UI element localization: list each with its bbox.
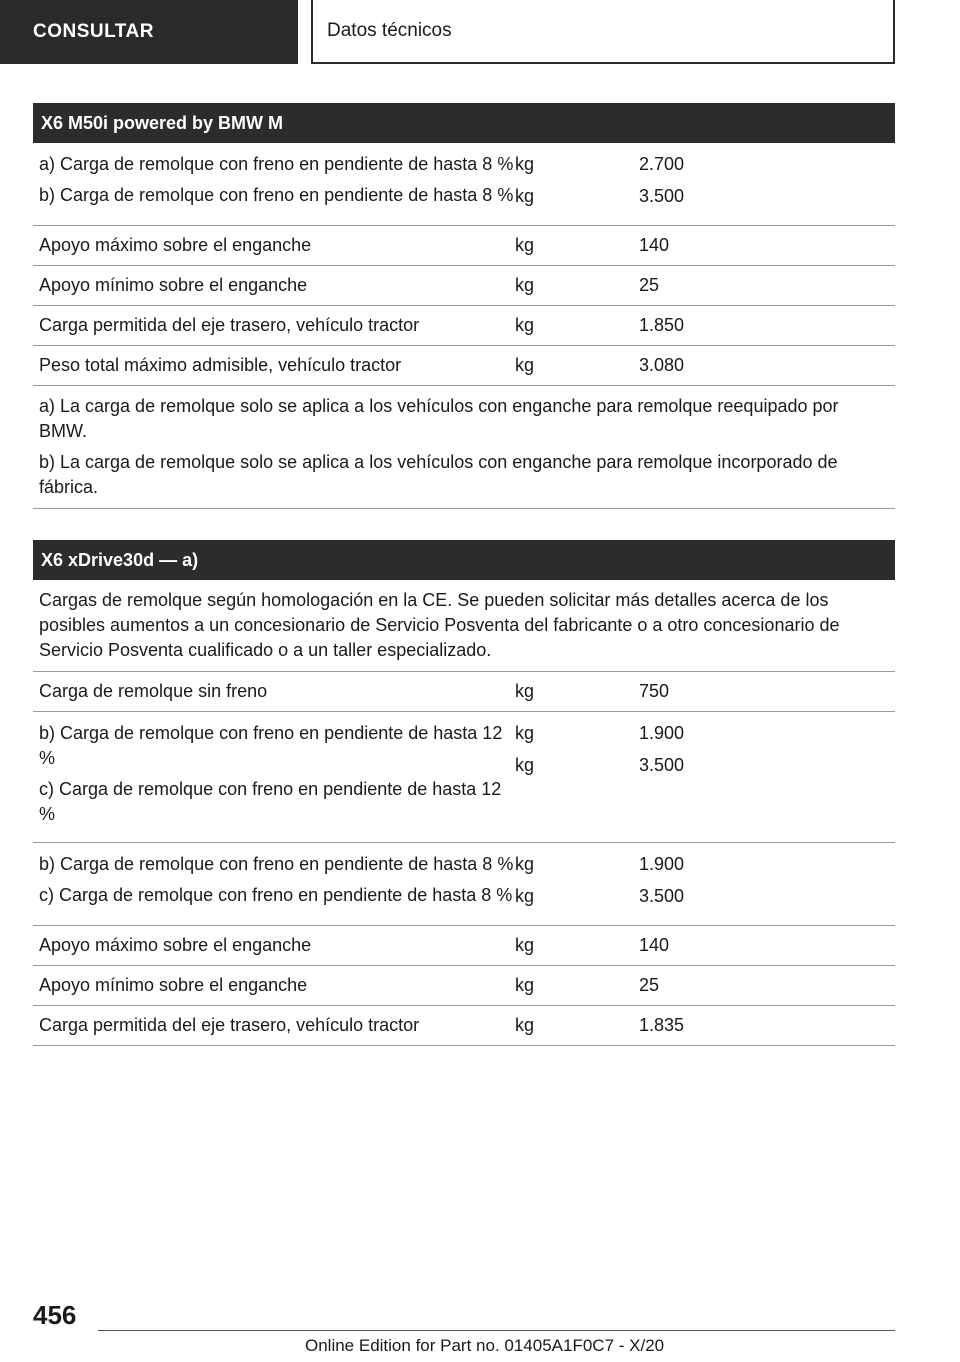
- row-unit: kg: [515, 755, 535, 775]
- row-value: 3.500: [639, 755, 685, 775]
- note-text: b) La carga de remolque solo se aplica a los vehículos con enganche para remolque incorporado de fábrica.: [39, 452, 838, 497]
- table-row: [33, 226, 895, 266]
- content: [33, 103, 895, 1046]
- row-value: 25: [639, 975, 660, 995]
- page-title-text: Datos técnicos: [327, 20, 452, 41]
- row-unit: kg: [515, 1015, 535, 1035]
- table-row: [33, 672, 895, 712]
- row-label: Carga permitida del eje trasero, vehículo tractor: [39, 315, 420, 335]
- section-tab: [0, 0, 298, 64]
- row-value: 3.500: [639, 886, 685, 906]
- row-value: 3.500: [639, 186, 685, 206]
- section-heading: X6 M50i powered by BMW M: [33, 103, 895, 143]
- row-label: Apoyo mínimo sobre el enganche: [39, 275, 308, 295]
- row-unit: kg: [515, 186, 535, 206]
- row-unit: kg: [515, 355, 535, 375]
- row-label: Apoyo máximo sobre el enganche: [39, 935, 312, 955]
- section-heading: X6 xDrive30d — a): [33, 540, 895, 580]
- row-label: Peso total máximo admisible, vehículo tractor: [39, 355, 402, 375]
- row-value: 1.900: [639, 854, 685, 874]
- row-unit: kg: [515, 975, 535, 995]
- note-text: a) La carga de remolque solo se aplica a los vehículos con enganche para remolque reequipado por BMW.: [39, 396, 839, 441]
- page-title: [311, 0, 895, 64]
- row-unit: kg: [515, 154, 535, 174]
- row-value: 140: [639, 235, 670, 255]
- row-label: c) Carga de remolque con freno en pendiente de hasta 8 %: [39, 885, 513, 905]
- row-value: 1.900: [639, 723, 685, 743]
- row-value: 25: [639, 275, 660, 295]
- table-notes: [33, 386, 895, 509]
- spec-table-x6-m50i: [33, 103, 895, 509]
- row-value: 750: [639, 681, 670, 701]
- table-row: [33, 1006, 895, 1046]
- row-label: b) Carga de remolque con freno en pendiente de hasta 12 %: [39, 723, 503, 768]
- intro-text: Cargas de remolque según homologación en la CE. Se pueden solicitar más detalles acerca de los posibles aumentos a un concesionario de Servicio Posventa del fabricante o a otro concesionario de Servicio Posventa cualificado o a un taller especializado.: [39, 590, 840, 660]
- row-unit: kg: [515, 275, 535, 295]
- row-unit: kg: [515, 854, 535, 874]
- row-value: 2.700: [639, 154, 685, 174]
- table-row: [33, 926, 895, 966]
- row-label: Carga de remolque sin freno: [39, 681, 268, 701]
- row-label: c) Carga de remolque con freno en pendiente de hasta 12 %: [39, 779, 502, 824]
- spec-table-x6-xdrive30d: [33, 540, 895, 1046]
- table-row: [33, 143, 895, 226]
- row-unit: kg: [515, 681, 535, 701]
- table-row: [33, 266, 895, 306]
- table-row: [33, 712, 895, 843]
- row-unit: kg: [515, 235, 535, 255]
- table-row: [33, 306, 895, 346]
- row-label: a) Carga de remolque con freno en pendiente de hasta 8 %: [39, 154, 514, 174]
- row-label: Apoyo mínimo sobre el enganche: [39, 975, 308, 995]
- footer-divider: [98, 1330, 895, 1331]
- row-label: b) Carga de remolque con freno en pendiente de hasta 8 %: [39, 185, 514, 205]
- section-intro: [33, 580, 895, 672]
- section-tab-label: CONSULTAR: [33, 21, 154, 42]
- row-value: 140: [639, 935, 670, 955]
- row-label: Apoyo máximo sobre el enganche: [39, 235, 312, 255]
- table-row: [33, 843, 895, 926]
- row-unit: kg: [515, 935, 535, 955]
- row-unit: kg: [515, 315, 535, 335]
- row-label: b) Carga de remolque con freno en pendiente de hasta 8 %: [39, 854, 514, 874]
- table-row: [33, 966, 895, 1006]
- page-number: 456: [33, 1300, 77, 1330]
- row-value: 3.080: [639, 355, 685, 375]
- row-unit: kg: [515, 886, 535, 906]
- edition-text: Online Edition for Part no. 01405A1F0C7 - X/20: [305, 1336, 665, 1355]
- table-row: [33, 346, 895, 386]
- row-value: 1.850: [639, 315, 685, 335]
- row-label: Carga permitida del eje trasero, vehículo tractor: [39, 1015, 420, 1035]
- row-value: 1.835: [639, 1015, 685, 1035]
- row-unit: kg: [515, 723, 535, 743]
